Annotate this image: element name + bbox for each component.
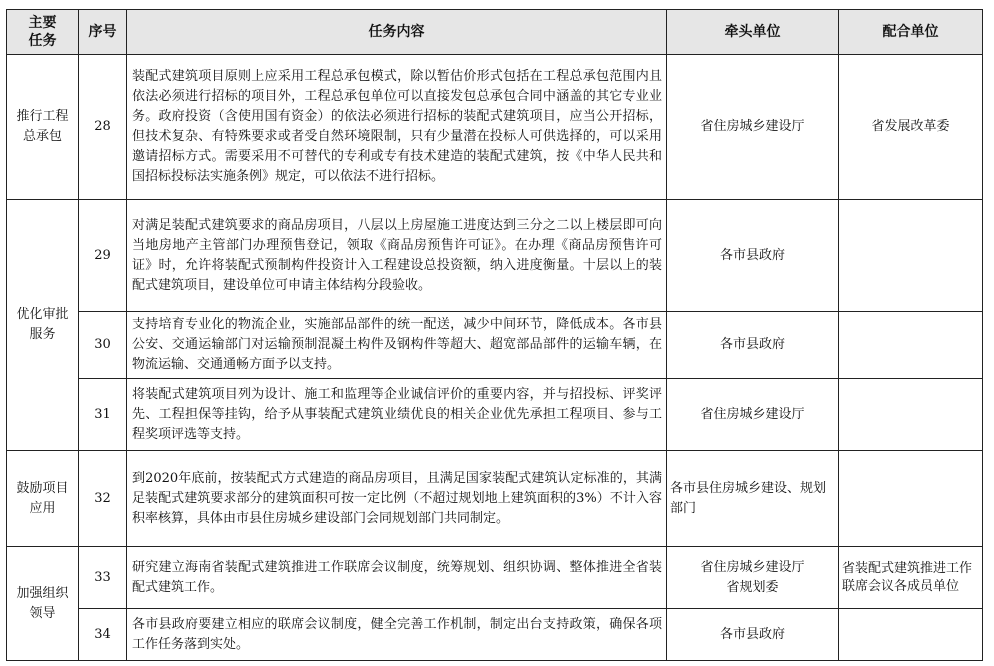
row-lead: 省住房城乡建设厅 省规划委 [667, 547, 839, 609]
table-row [7, 547, 983, 609]
row-content: 研究建立海南省装配式建筑推进工作联席会议制度，统筹规划、组织协调、整体推进全省装配式建筑工作。 [127, 547, 667, 609]
category-cell: 鼓励项目应用 [7, 451, 79, 547]
header-number: 序号 [79, 10, 127, 55]
row-number: 29 [79, 200, 127, 312]
row-content: 各市县政府要建立相应的联席会议制度，健全完善工作机制，制定出台支持政策，确保各项工作任务落到实处。 [127, 609, 667, 661]
row-lead: 各市县政府 [667, 609, 839, 661]
header-category: 主要任务 [7, 10, 79, 55]
row-lead: 各市县住房城乡建设、规划部门 [667, 451, 839, 547]
header-row [7, 10, 983, 55]
row-number: 30 [79, 312, 127, 379]
row-coop [839, 200, 983, 312]
row-number: 33 [79, 547, 127, 609]
header-content: 任务内容 [127, 10, 667, 55]
row-content: 到2020年底前，按装配式方式建造的商品房项目，且满足国家装配式建筑认定标准的，其满足装配式建筑要求部分的建筑面积可按一定比例（不超过规划地上建筑面积的3%）不计入容积率核算，具体由市县住房城乡建设部门会同规划部门共同制定。 [127, 451, 667, 547]
row-content: 装配式建筑项目原则上应采用工程总承包模式，除以暂估价形式包括在工程总承包范围内且依法必须进行招标的项目外，工程总承包单位可以直接发包总承包合同中涵盖的其它专业业务。政府投资（含使用国有资金）的依法必须进行招标的装配式建筑项目，应当公开招标，但技术复杂、有特殊要求或者受自然环境限制，只有少量潜在投标人可供选择的，可以采用邀请招标方式。需要采用不可替代的专利或专有技术建造的装配式建筑，按《中华人民共和国招标投标法实施条例》规定，可以依法不进行招标。 [127, 55, 667, 200]
category-cell: 加强组织领导 [7, 547, 79, 661]
header-lead: 牵头单位 [667, 10, 839, 55]
category-cell: 优化审批服务 [7, 200, 79, 451]
table-row [7, 609, 983, 661]
row-lead: 各市县政府 [667, 200, 839, 312]
table-row [7, 55, 983, 200]
row-content: 支持培育专业化的物流企业，实施部品部件的统一配送，减少中间环节，降低成本。各市县公安、交通运输部门对运输预制混凝土构件及钢构件等超大、超宽部品部件的运输车辆，在物流运输、交通通畅方面予以支持。 [127, 312, 667, 379]
row-content: 将装配式建筑项目列为设计、施工和监理等企业诚信评价的重要内容，并与招投标、评奖评先、工程担保等挂钩，给予从事装配式建筑业绩优良的相关企业优先承担工程项目、参与工程奖项评选等支持。 [127, 379, 667, 451]
table-row [7, 379, 983, 451]
row-coop [839, 312, 983, 379]
task-table [6, 9, 983, 661]
row-content: 对满足装配式建筑要求的商品房项目，八层以上房屋施工进度达到三分之二以上楼层即可向当地房地产主管部门办理预售登记，领取《商品房预售许可证》。在办理《商品房预售许可证》时，允许将装配式预制构件投资计入工程建设总投资额，纳入进度衡量。十层以上的装配式建筑项目，建设单位可申请主体结构分段验收。 [127, 200, 667, 312]
row-number: 31 [79, 379, 127, 451]
row-coop: 省发展改革委 [839, 55, 983, 200]
row-number: 28 [79, 55, 127, 200]
table-row [7, 200, 983, 312]
row-coop [839, 609, 983, 661]
header-coop: 配合单位 [839, 10, 983, 55]
row-lead: 省住房城乡建设厅 [667, 55, 839, 200]
row-lead: 省住房城乡建设厅 [667, 379, 839, 451]
row-coop: 省装配式建筑推进工作联席会议各成员单位 [839, 547, 983, 609]
table-row [7, 451, 983, 547]
row-coop [839, 379, 983, 451]
row-number: 32 [79, 451, 127, 547]
row-lead: 各市县政府 [667, 312, 839, 379]
table-row [7, 312, 983, 379]
row-number: 34 [79, 609, 127, 661]
row-coop [839, 451, 983, 547]
category-cell: 推行工程总承包 [7, 55, 79, 200]
